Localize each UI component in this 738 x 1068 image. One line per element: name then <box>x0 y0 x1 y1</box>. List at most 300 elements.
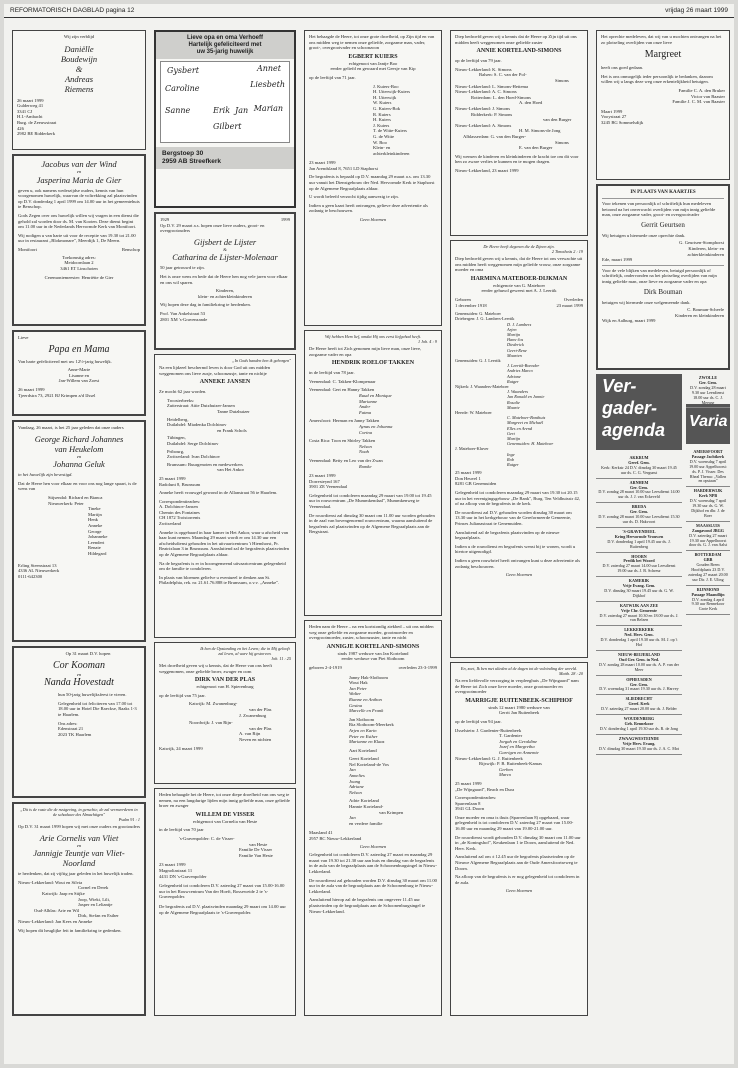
ad-sign: Jan-Willem van Zoest <box>58 378 100 384</box>
family-line: Marcelle en Frank <box>349 708 384 714</box>
ad-body: Aansluitend hierop zal de begrafenis om ongeveer 11.45 uur plaatsvinden op de begraafplaats aan de Schoonenburgsingel te Nieuw-Lekkerland. <box>309 897 426 914</box>
family-line: Arjen <box>507 326 517 332</box>
ad-body: Voor de vele blijken van medeleven, betuigd persoonlijk of schriftelijk, ondervonden na het plotseling overlijden van mijn innig geliefde man, onze lieve en zorgzame vader en opa <box>602 267 717 284</box>
family-line: J. Mateboer-Kluver <box>455 446 489 452</box>
agenda-place: ZWOLLE <box>698 375 718 380</box>
ad-date: 23 maart 1999 <box>309 473 336 479</box>
agenda-org: Kring Hervormde Vrouwen <box>614 533 664 539</box>
family-line: D. J. Lambers <box>507 321 532 327</box>
family-line: Katwijk: M. Zwanenburg- <box>189 701 238 707</box>
ad-sign: Familie J. C. M. van Baaster <box>672 99 725 105</box>
family-line: H. M. Simons-de Jong <box>519 128 561 134</box>
family-line: Zwitserland: Ivan Dolchinov <box>167 454 221 460</box>
signature: Sanne <box>165 106 191 115</box>
family-line: Inge <box>507 451 515 457</box>
page-header <box>4 4 734 18</box>
family-line: Henk <box>88 517 98 523</box>
agenda-place: ZWAAGWESTEINDE <box>618 735 660 741</box>
signature: Annet <box>256 64 281 73</box>
corr-line: Zwitserland <box>159 521 181 527</box>
ad-age: in de leeftijd van 78 jaar. <box>309 370 355 376</box>
ad-body: Dat de Heere hen voor elkaar en voor ons nog lange spaart, is de wens van <box>18 480 137 492</box>
ad-age: op de leeftijd van 79 jaar. <box>455 58 502 64</box>
ad-footer: Ceremoniemeester: Henriëtte de Gier <box>44 275 114 281</box>
ad-body: Gelegenheid tot feliciteren van 17.00 tot 18.00 uur in Hotel Die Raeckse, Raaks 1-3 te Haarlem. <box>58 700 137 717</box>
anniversary-van-heukelom <box>12 420 146 642</box>
family-line: Nieuw-Lekkerland: A. Simons <box>455 122 512 128</box>
family-line: Jan Slotboom <box>349 716 375 722</box>
agenda-title-1: Ver- <box>602 376 637 396</box>
family-line: R. Kuiers <box>373 111 391 117</box>
signature: Liesbeth <box>250 80 285 89</box>
agenda-place: BREDA <box>631 504 647 510</box>
family-line: Zutterstraat: Attie Dutzhuizer-Jansen <box>167 403 235 409</box>
obituary-anneke-jansen <box>154 354 296 638</box>
ad-body: Indien u geen rouwbrief heeft ontvangen kunt u deze advertentie als zodanig beschouwen. <box>455 557 581 569</box>
ad-date: 23 maart 1999 <box>309 160 336 166</box>
family-line: W. Boo <box>373 139 387 145</box>
obituary-annie-korteland <box>450 30 588 236</box>
family-line: J. Zwanenburg <box>239 712 267 718</box>
ad-from: Kinderen, <box>215 288 235 294</box>
ad-sub: eerder weduwe van Piet Slotboom <box>341 656 405 662</box>
family-line: Adrie Korteland <box>349 798 379 804</box>
agenda-item <box>596 577 682 602</box>
ad-intro: Op D.V. 31 maart 1999 hopen wij met onze ouders en grootouders <box>18 824 141 829</box>
address-line: 0111-642300 <box>18 573 43 579</box>
ad-body: De Heere heeft tot Zich genomen mijn lieve man, onze lieve, zorgzame vader en opa <box>309 346 422 357</box>
ad-en: en <box>76 453 82 459</box>
header-date: vrijdag 26 maart 1999 <box>665 7 728 14</box>
family-line: Jorgah en Geraldine <box>499 738 538 744</box>
family-line: Annelies <box>349 773 365 779</box>
ad-body: De rouwdienst zal D.V. gehouden worden dinsdag 30 maart om 13.30 uur in het kerkgebouw van de Gereformeerde Gemeente, Prinses Julianastraat te Genemuiden. <box>455 509 572 526</box>
family-line: Balsen: S. C. van der Pol- <box>479 72 527 78</box>
agenda-item <box>596 454 682 479</box>
ad-body: De rouwdienst zal gehouden worden D.V. dinsdag 30 maart om 11.00 uur in de aula van de begraafplaats aan de Schoonenburg te Nieuw-Lekkerland. <box>309 877 437 894</box>
ad-body: te herdenken, dat zij vijftig jaar geleden in het huwelijk traden. <box>18 871 134 877</box>
ad-date: 23 maart 1999 <box>159 862 186 868</box>
agenda-item <box>686 448 730 487</box>
family-line: Ria Slotboom-Meerkerk <box>349 722 394 728</box>
agenda-org: Passage Jachtkerk <box>691 453 725 459</box>
obituary-egbert-kuiers <box>304 30 442 326</box>
family-line: Jan Ronald en Jannie <box>507 394 545 400</box>
ad-place: „De Wijngaard", Beach en Dura <box>455 786 515 792</box>
agenda-org: Geref. Gem. <box>628 459 650 465</box>
family-line: G. Kuiers-Bok <box>373 105 401 111</box>
ad-en: en <box>76 842 82 848</box>
obituary-annigje-korteland <box>304 620 442 1016</box>
birth-announcement <box>12 30 146 150</box>
family-line: Romke <box>359 463 372 469</box>
agenda-detail: D.V. zondag 28 maart 9.30 uur Leesdienst 18.00 uur ds. C. J. Meeuse <box>690 384 726 405</box>
quote-ref: 2 Timotheüs 2 : 19 <box>551 249 583 254</box>
agenda-detail: D.V. donderdag 1 april 19.30 uur ds. M. J. op 't Hof <box>600 637 678 648</box>
ad-sub: echtgenote van G. Mateboer <box>492 282 546 288</box>
signature: Marian <box>253 104 283 113</box>
family-line: Andries Marco <box>507 368 533 374</box>
ad-title: Hartelijk gefeliciteerd met <box>188 42 262 48</box>
corr-line: 3941 GL Doorn <box>455 806 485 812</box>
ad-intro: Op 31 maart D.V. hopen <box>65 651 111 656</box>
ad-name: Arie Cornelis van Vliet <box>39 832 119 843</box>
family-line: Neven en nichten <box>239 736 272 742</box>
agenda-item <box>596 602 682 627</box>
born-label: Geboren <box>455 296 471 302</box>
agenda-item <box>686 487 730 521</box>
ad-name: Dirk Bouman <box>643 287 683 296</box>
thanks-margreet <box>596 30 730 180</box>
agenda-detail: D.V. donderdag 1 april 19.45 uur ds. J. Ruitenberg <box>607 538 671 549</box>
ad-body: Het behaagde de Heere, tot onze grote droefheid, op Zijn tijd en van ons midden weg te nemen onze geliefde, zorgzame man, vader, groot-, overgrootvader en schoonzoon <box>309 34 435 51</box>
ad-date: Katwijk, 24 maart 1999 <box>159 745 203 751</box>
address-line: 3245 BG Sommelsdijk <box>601 119 644 125</box>
agenda-place: HARDERWIJK <box>693 488 723 494</box>
address-label: Ons adres: <box>58 720 78 726</box>
agenda-place: NIEUW-BEIJERLAND <box>618 652 660 657</box>
deceased-name: WILLEM DE VISSER <box>195 811 255 818</box>
agenda-place: KATWIJK AAN ZEE <box>619 602 659 608</box>
ad-line: 2982 BE Ridderkerk <box>17 131 56 137</box>
ad-body: U wordt beleefd verzocht tijdig aanwezig te zijn. <box>309 194 399 200</box>
family-line: Margreet en Michaël <box>507 420 544 426</box>
agenda-org: Vrije Chr. Gemeente <box>620 607 658 613</box>
family-line: Jasper en Leliantje <box>78 902 113 908</box>
ad-quote: De Heere heeft degenen die de Zijnen zijn. <box>483 244 555 249</box>
ad-name: Gerrit Geurtsen <box>641 220 685 229</box>
ad-body: Gods Zegen over ons huwelijk willen wij vragen in een dienst die gehold zal worden door ds. M. van Kooten. Deze dienst begint om 11.00 uur in de Nederlands Hervormde Kerk van Montfoort. <box>18 212 139 230</box>
ad-amp: & <box>223 246 227 252</box>
agenda-place: BOTTERDAM <box>694 552 722 558</box>
family-line: Genemuiden: G. Mateboer <box>455 311 501 317</box>
address-line: Erling Steenstraat 13 <box>18 562 57 568</box>
family-line: Jozef en Margretha <box>499 744 535 750</box>
born-date: 1 december 1918 <box>455 302 487 308</box>
family-line: J. Leertik-Boender <box>507 363 540 369</box>
agenda-org: Geref. Kerk <box>628 701 650 707</box>
family-line: van Krimpen <box>379 809 404 815</box>
signature: Jan <box>235 106 249 115</box>
ad-date: 26 maart 1999 <box>18 386 45 392</box>
died-date: overleden 23-3-1999 <box>398 664 437 670</box>
obituary-harmina-mateboer <box>450 240 588 658</box>
agenda-org: Vrije Evang. Gem. <box>622 583 656 589</box>
ad-sub: sinds 12 maart 1980 weduwe van <box>488 704 550 710</box>
obituary-willem-de-visser <box>154 788 296 1016</box>
ad-body: Heden behaagde het de Heere, tot onze diepe droefheid van ons weg te nemen, na een langdurige lijden mijn innig geliefde man, onze geliefde broer en zwager <box>159 792 290 809</box>
agenda-place: RIJNMOND <box>696 586 720 592</box>
agenda-detail: D.V. zaterdag 27 maart 20.00 uur ds. J. Belder <box>601 706 677 712</box>
family-line: Heidelberg, <box>167 416 189 422</box>
ad-quote: En, zoet, Ik ben met ulieden al de dagen tot de voleinding der wereld. <box>460 666 578 671</box>
varia-title: Varia <box>689 413 728 430</box>
family-line: E. van den Burger <box>519 145 553 151</box>
ad-name: Catharina de Lijster-Molenaar <box>172 252 278 263</box>
ad-line: H.I.-Ambacht <box>17 114 43 120</box>
ad-date: Wijk en Aalburg, maart 1999 <box>602 318 656 324</box>
agenda-detail: D.V. dinsdag 30 maart 19.30 uur ds. J. A. C. Mot <box>598 745 680 751</box>
family-line: Adriane <box>349 784 364 790</box>
ad-body: Met droefheid geven wij u kennis, dat de Heere van ons heeft weggenomen, onze geliefde broer, zwager en oom <box>159 663 273 674</box>
family-line: Noordwijk: J. van Rijn- <box>189 720 233 726</box>
agenda-org: Predik bet Woord <box>623 558 655 564</box>
ad-intro: Lieve <box>18 335 29 340</box>
ad-footer: Geen bloemen <box>505 888 533 894</box>
ad-en: en <box>76 671 82 677</box>
family-line: J. Kuiers <box>373 122 390 128</box>
family-line: Oud-Alblas: Arie en Wil <box>34 907 80 913</box>
deceased-name: HENDRIK ROELOF TAKKEN <box>331 360 415 367</box>
agenda-place: AMERSFOORT <box>693 449 723 454</box>
ad-body: Aansluitend zal de begrafenis plaatsvinden op de nieuwe begraafplaats. <box>455 529 560 541</box>
ad-name: Daniëlle <box>64 43 94 54</box>
ad-date: Nieuw-Lekkerland, 23 maart 1999 <box>455 167 519 173</box>
family-line: Cornel en Derek <box>78 885 109 891</box>
family-line: van Het Ankor <box>217 467 245 473</box>
family-line: Peter en Esther <box>349 733 378 739</box>
ad-intro: Vandaag, 26 maart, is het 25 jaar geleden dat onze ouders <box>18 425 124 430</box>
ad-footer: Geen bloemen <box>505 572 533 578</box>
family-line: en Frank Schols <box>217 427 247 433</box>
family-line: van Heste <box>249 841 268 847</box>
agenda-place: AKKRUM <box>629 455 649 460</box>
header-left: REFORMATORISCH DAGBLAD pagina 12 <box>10 7 135 14</box>
family-line: Ander <box>359 404 371 410</box>
agenda-place: WOUDENBERG <box>623 716 655 722</box>
agenda-detail: D.V. woensdag 31 maart 19.30 uur ds. J. Harvey <box>599 686 679 692</box>
ad-sub: Gerrit Jan Ruitenbeek <box>498 710 540 716</box>
family-line: J. Kuiers-Boo <box>373 83 399 89</box>
family-line: J. Waanders <box>507 389 529 395</box>
family-line: C. Mateboer-Bonthuis <box>507 415 546 421</box>
agenda-item <box>596 735 682 755</box>
ad-footer: Geen bloemen <box>359 217 387 223</box>
family-line: Martijn <box>507 436 521 442</box>
ad-sign: Kinderen, klein- en <box>688 245 724 251</box>
corr-line: CH 1872 Troistorrents <box>159 515 201 521</box>
ad-intro: Op D.V. 29 maart a.s. hopen onze lieve ouders, groot- en overgrootouders <box>160 222 265 234</box>
ad-body: Aansluitend zal om ± 12.45 uur de begrafenis plaatsvinden op de Nieuwe Algemene Begraafplaats aan de Oude Amersfoortseweg te Doorn. <box>455 854 578 871</box>
ad-address: Tjeerdstra 73, 2921 BJ Krimpen a/d IJssel <box>18 392 96 398</box>
agenda-org: Ger. Gem. <box>630 681 648 687</box>
family-line: Corina <box>359 429 373 435</box>
agenda-org: Ger. Gem. <box>630 509 648 515</box>
agenda-org: Ned. Herv. Gem. <box>624 632 654 638</box>
ad-body: Na afloop van de begrafenis is er nog gelegenheid tot condoleren in de aula. <box>455 874 580 885</box>
ad-body: In plaats van bloemen geliefve u eventueel te denken aan St. Philadelphia, rek. nr. 21.61.76.888 te Brunssum, o.v.v. „Anneke". <box>159 574 280 586</box>
ad-name: George Richard Johannes <box>34 433 124 444</box>
ad-body: Heden nam de Heere – na een kortstondig ziekbed – uit ons midden weg onze geliefde en zorgzame moeder, grootmoeder en overgrootmoeder, zuster, schoonzuster, tante en nicht <box>309 624 434 641</box>
ad-body: Voor tekenen van persoonlijk of schriftelijk hun medeleven betoond na het onverwacht overlijden van mijn innig geliefde man, onze zorgzame vader, groot- en overgrootvader <box>602 201 716 218</box>
family-line: H. Kuiers <box>373 117 391 123</box>
family-line: Nieuwerkerk: Peter <box>48 500 84 506</box>
agenda-detail: D.V. dinsdag 30 maart 19.45 uur ds. G. W. Dijkhof <box>604 587 674 598</box>
deceased-name: MARRIGJE RUITENBEEK-SCHIPHOF <box>465 697 573 704</box>
ad-name: Jasperina Maria de Gier <box>36 174 122 185</box>
ad-sub: echtgenoot van Cornelia van Heste <box>192 818 258 824</box>
family-line: T. Gardenier <box>499 733 523 739</box>
address-line: 4431 DN 's-Gravenpolder <box>159 873 207 879</box>
address-line: Don Heuvel 1 <box>455 475 481 481</box>
ad-intro: Wij zijn verblijd <box>63 34 95 39</box>
family-line: Gert <box>507 430 515 436</box>
address-line: 4336 AL Nieuwerkerk <box>18 568 60 574</box>
family-line: Costa Rica: Toon en Shirley Takken <box>309 438 376 444</box>
corr-line: Correspondentieadres: <box>159 498 201 504</box>
ad-body: De begrafenis is bepaald op D.V. maandag 29 maart a.s. om 13.30 uur vanuit het Dienstgebouw der Ned. Hervormde Kerk te Staphorst op de Algemene Begraafplaats aldaar. <box>309 174 435 191</box>
ad-sub: eerder gehuwd geweest met A. J. Leertik <box>481 288 557 294</box>
obituary-marrigje-ruitenbeek <box>450 662 588 1016</box>
family-line: Marco <box>499 772 512 778</box>
family-line: T. de Witte-Kuiers <box>373 128 407 134</box>
ad-name: & <box>75 63 83 74</box>
address-line: 8281 GB Genemuiden <box>455 481 497 487</box>
signature: Erik <box>213 106 231 115</box>
ad-footer: Geen bloemen <box>359 843 387 849</box>
anniversary-kooman <box>12 646 146 798</box>
family-line: Maarten <box>507 352 522 358</box>
ad-body: Het oprechte medeleven, dat wij van u mochten ontvangen na het zo plotseling overlijden van onze lieve <box>601 34 722 45</box>
ad-age: op de leeftijd van 75 jaar. <box>159 692 206 698</box>
ad-body: Anneke is opgebaard in haar kamer in Het Ankor, waar u afscheid van haar kunt nemen. Maandag 29 maart wordt er om 14.30 uur een afscheidsdienst gehouden in het uitvaartcentrum 't Hiemhorst, Pr. Beatrixlaan 3 in Brunssum. Aansluitend zal de begrafenis plaatsvinden op de Algemene Begraafplaats aldaar. <box>159 529 289 558</box>
deceased-name: ANNIGJE KORTELAND-SIMONS <box>326 643 420 650</box>
ad-name: Andreas <box>64 73 93 84</box>
ad-body: hun 50-jarig huwelijksfeest te vieren. <box>58 692 127 698</box>
ad-sign: Anne-Marie <box>67 367 91 373</box>
ad-name: Margreet <box>644 49 682 61</box>
agenda-org: Ger. Gem. <box>630 484 648 490</box>
family-line: Elles en Arend <box>507 425 533 431</box>
family-line: Rob <box>507 456 514 462</box>
quote-ref: Psalm 91 : 1 <box>118 817 140 822</box>
ad-body: Diep bedroefd geven wij u kennis dat de Heere op Zijn tijd uit ons midden heeft weggenomen onze geliefde zuster <box>455 34 577 45</box>
family-line: Familie Van Heste <box>239 852 273 858</box>
ad-age: op de leeftijd van 71 jaar. <box>309 74 356 80</box>
obituary-dirk-van-der-plas <box>154 642 296 784</box>
agenda-org: Zangavond JBGG <box>692 527 724 533</box>
family-line: Hans-Jos <box>507 337 524 343</box>
family-line: Rosalie <box>507 399 520 405</box>
ad-age: Ze mocht 62 jaar worden. <box>159 389 207 395</box>
agenda-org: GBB <box>703 557 713 563</box>
address-line: Dorresteynd 167 <box>309 478 340 484</box>
family-line: Veenendaal: Gert en Hanny Takken <box>309 387 375 393</box>
ad-name: Cor Kooman <box>53 659 105 671</box>
ad-body: Wij betuigen u hiermede onze oprechte dank. <box>602 232 686 238</box>
family-line: Rutger <box>507 462 519 468</box>
ad-line: 26 maart 1999 <box>17 97 44 103</box>
ad-sign: Victor van Baaster <box>690 93 725 99</box>
agenda-org: Kerk NPB <box>698 493 718 499</box>
ad-body: Wij wensen de kinderen en kleinkinderen de kracht toe om dit voor hen zo zware verlies te kunnen en te mogen dragen. <box>455 153 579 165</box>
family-line: Geert Korteland <box>349 756 379 762</box>
varia-list <box>686 374 730 405</box>
year-right: 1999 <box>280 217 290 222</box>
ad-sign: achterkleinkinderen <box>687 251 724 257</box>
agenda-place: MAASSLUIS <box>696 522 720 528</box>
family-line: H. Uiterwijk <box>373 94 397 100</box>
agenda-detail: Gouden Brem Hoofdplaats 23 D.V. zaterdag 27 maart 20.00 uur Dir. J. E. Uling <box>688 562 728 582</box>
ad-quote: „In Gods handen ben ik geborgen" <box>232 358 291 363</box>
ad-body: Het is ons onmogelijk ieder persoonlijk te bedanken, daarom willen wij u langs deze weg onze erkentelijkheid betuigen. <box>601 73 713 85</box>
family-line: Jan <box>349 767 356 773</box>
ad-line: Burg. de Zeeuwstraat <box>17 119 57 125</box>
deceased-name: EGBERT KUIERS <box>348 53 398 60</box>
family-line: Veenendaal: Betty en Leo van der Zwan <box>309 457 383 463</box>
address-line: 2023 TK Haarlem <box>58 731 92 737</box>
deceased-name: DIRK VAN DER PLAS <box>194 677 256 684</box>
ad-date: Maasland 41 <box>309 830 333 836</box>
died-date: 23 maart 1999 <box>556 302 583 308</box>
family-line: Nelson <box>349 789 362 795</box>
family-line: Nel Korteland-de Vos <box>349 761 389 767</box>
place-right: Benschop <box>121 246 140 252</box>
thanks-in-plaats-van-kaartjes <box>596 184 730 370</box>
family-line: Nieuw-Lekkerland: Wout en Silvia <box>18 879 83 885</box>
family-line: Rianne en Anthon <box>349 696 382 702</box>
anniversary-verhoeff <box>154 30 296 208</box>
ad-body: De rouwdienst zal dinsdag 30 maart om 11.00 uur worden gehouden in de zaal van bovengenoemd rouwcentrum, waarna aansluitend de begrafenis zal plaatsvinden op de Algemene Begraafplaats aan de Bergstraat. <box>309 512 435 535</box>
family-line: IJsselstein: J. Gardenier-Ruitenbeek <box>455 727 522 733</box>
address-line: 2801 XM 's-Gravenzande <box>160 316 208 322</box>
family-line: Familie De Visser <box>239 847 273 853</box>
born-date: geboren 2-4-1919 <box>309 664 342 670</box>
died-label: Overleden <box>563 296 583 302</box>
anniversary-papa-mama <box>12 330 146 416</box>
agenda-item <box>596 553 682 578</box>
corr-line: Sparrenlaan 8 <box>455 800 481 806</box>
address-line: 2959 AB Streefkerk <box>162 158 222 165</box>
family-line: Pribourg, <box>167 448 185 454</box>
ad-age: op de leeftijd van 94 jaar. <box>455 718 502 724</box>
ad-date: 25 maart 1999 <box>455 470 482 476</box>
ad-name: Jacobus van der Wind <box>41 159 117 169</box>
family-line: Nelson <box>359 443 372 449</box>
family-line: Johanneke <box>88 534 108 540</box>
agenda-detail: D.V. zondag 28 maart 10.00 uur ds. A. P. van der Meer <box>599 661 679 672</box>
ad-body: geven u, ook namens wederzijdse ouders, kennis van hun voorgenomen huwelijk, waarvan de voltrekking zal plaatsvinden op D.V. donderdag 1 april 1999 om 14.00 uur in het gemeentehuis te Benschop. <box>18 187 140 210</box>
agenda-title-2: gader- <box>602 398 658 418</box>
family-line: Adriane <box>507 373 521 379</box>
agenda-detail: D.V. zondag 4 april 9.30 uur Rennekoor Grote Kerk <box>691 596 725 612</box>
agenda-detail: D.V. zaterdag 27 maart 19.30 uur Appelhoorst door ds. G. J. van Aalst <box>688 532 728 548</box>
ad-sign: Kinderen en kleinkinderen <box>675 312 724 318</box>
agenda-item <box>686 551 730 585</box>
anniversary-van-vliet <box>12 802 146 1016</box>
agenda-detail: D.V. woensdag 7 april 19.00 uur Appelhoorst: ds. P. J. Visser. Des Rheal Thema: „Vallen en opstaan" <box>689 458 727 484</box>
family-line: Diederick <box>507 342 524 348</box>
ad-sub: sinds 1987 weduwe van Jan Korteland <box>337 650 409 656</box>
ad-title: uw 35-jarig huwelijk <box>196 49 254 55</box>
agenda-item <box>686 522 730 552</box>
family-line: Heerde: W. Mateboer <box>455 410 492 416</box>
agenda-org: Geb. Rennekoor <box>624 720 654 726</box>
ad-body: De begrafenis zal D.V. plaatsvinden maandag 29 maart om 14.00 uur op de Algemene Begraafplaats te 's-Gravenpolder. <box>159 903 286 915</box>
address-line: Edenstraat 21 <box>58 726 84 732</box>
ad-name: van Heukelom <box>54 443 104 454</box>
agenda-place: SLIEDRECHT <box>625 696 653 702</box>
family-line: H. Uiterwijk-Kuiers <box>373 89 410 95</box>
family-line: Geert-Rene <box>507 347 527 353</box>
family-line: Maarte <box>507 404 520 410</box>
ad-place: Radolunt 8, Brunssum <box>159 481 201 487</box>
family-line: Marianne <box>359 398 378 404</box>
ad-sign: Familie C. A. den Bruker <box>678 87 725 93</box>
family-line: W. Kuiers <box>373 100 392 106</box>
agenda-detail: D.V. zondag 28 maart 10.00 uur Leesdienst 15.30 uur ds. D. Hakvoort <box>598 514 680 524</box>
family-line: van den Burger <box>543 117 572 123</box>
